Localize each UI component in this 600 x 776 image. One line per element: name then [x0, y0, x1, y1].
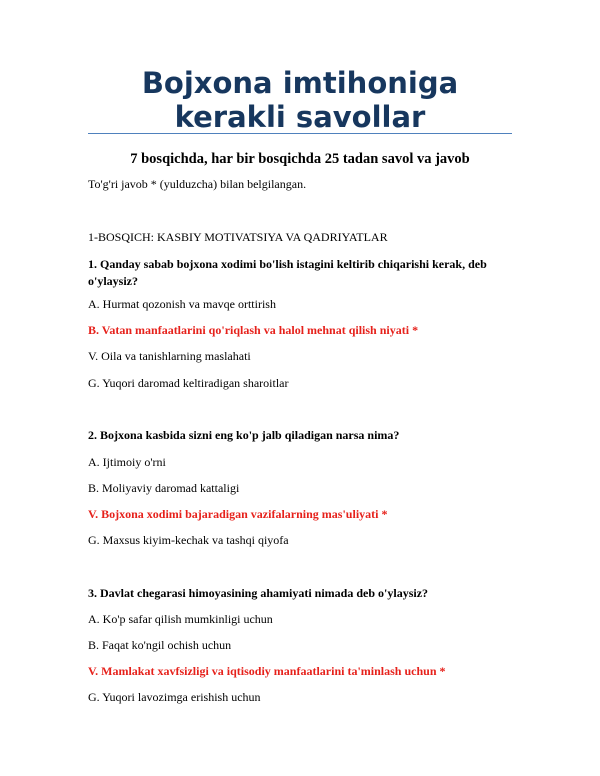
question-2-option-a: A. Ijtimoiy o'rni — [88, 455, 166, 469]
question-2-option-b: B. Moliyaviy daromad kattaligi — [88, 481, 240, 495]
question-3-option-g: G. Yuqori lavozimga erishish uchun — [88, 690, 261, 704]
section-heading: 1-BOSQICH: KASBIY MOTIVATSIYA VA QADRIYATLAR — [88, 230, 388, 244]
question-3: 3. Davlat chegarasi himoyasining ahamiyati nimada deb o'ylaysiz? — [88, 586, 429, 600]
question-3-option-b: B. Faqat ko'ngil ochish uchun — [88, 638, 232, 652]
question-2: 2. Bojxona kasbida sizni eng ko'p jalb qiladigan narsa nima? — [88, 428, 400, 442]
question-3-option-v-correct: V. Mamlakat xavfsizligi va iqtisodiy manfaatlarini ta'minlash uchun * — [88, 664, 446, 678]
question-1: 1. Qanday sabab bojxona xodimi bo'lish istagini keltirib chiqarishi kerak, deb o'ylaysiz? — [88, 257, 487, 288]
document-subtitle: 7 bosqichda, har bir bosqichda 25 tadan savol va javob — [130, 151, 470, 167]
question-3-option-a: A. Ko'p safar qilish mumkinligi uchun — [88, 612, 273, 626]
question-2-option-g: G. Maxsus kiyim-kechak va tashqi qiyofa — [88, 533, 289, 547]
question-1-option-v: V. Oila va tanishlarning maslahati — [88, 349, 251, 363]
answer-key-note: To'g'ri javob * (yulduzcha) bilan belgilangan. — [88, 177, 307, 191]
title-divider — [88, 133, 512, 134]
question-1-option-b-correct: B. Vatan manfaatlarini qo'riqlash va halol mehnat qilish niyati * — [88, 323, 419, 337]
question-1-option-g: G. Yuqori daromad keltiradigan sharoitlar — [88, 376, 289, 390]
question-2-option-v-correct: V. Bojxona xodimi bajaradigan vazifalarning mas'uliyati * — [88, 507, 388, 521]
document-title: Bojxona imtihoniga kerakli savollar — [141, 66, 459, 134]
question-1-option-a: A. Hurmat qozonish va mavqe orttirish — [88, 297, 276, 311]
